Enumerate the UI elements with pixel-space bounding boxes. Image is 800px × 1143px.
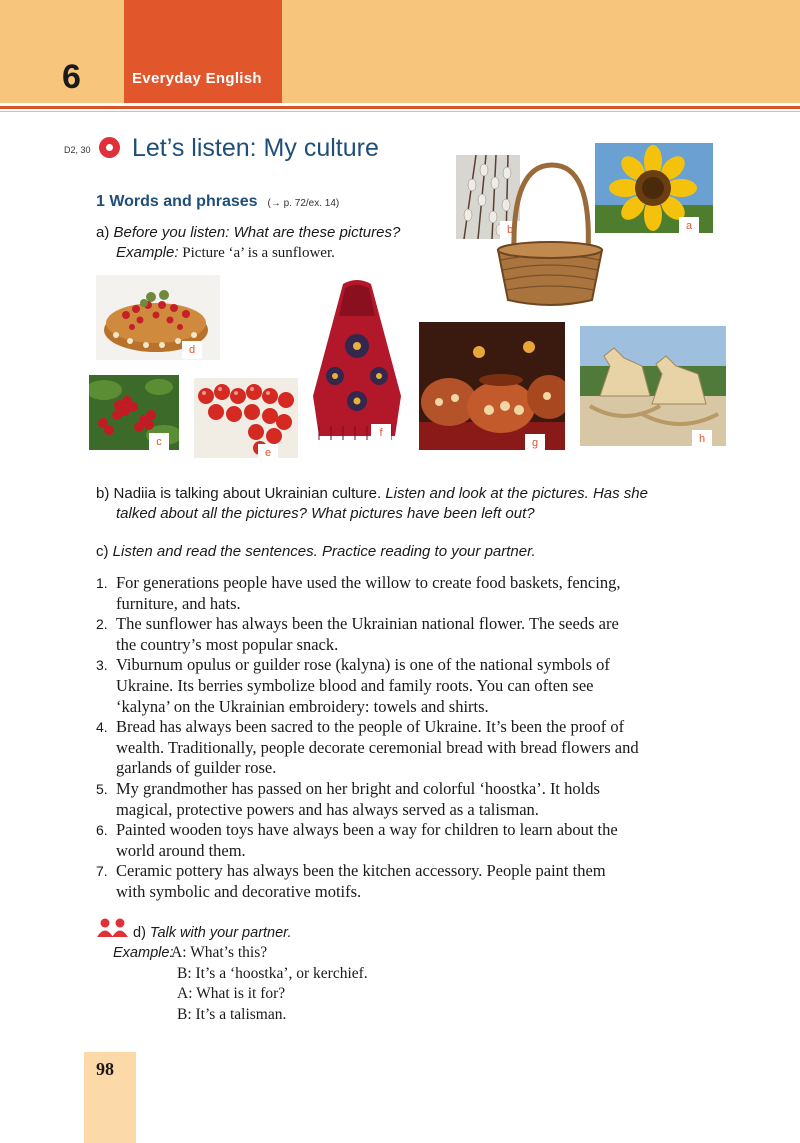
sentence-number: 6.: [96, 822, 108, 839]
instruction-d: [133, 925, 292, 942]
sentence-item: [96, 779, 736, 820]
section-title: Let’s listen: My culture: [132, 134, 379, 162]
example-label-d: Example:: [113, 945, 174, 961]
cd-icon[interactable]: [99, 137, 120, 158]
sentence-item: [96, 717, 736, 779]
sentence-item: [96, 573, 736, 614]
sentence-list: [96, 573, 736, 903]
example-label-a: Example:: [116, 244, 179, 261]
sentence-line: Ukraine. Its berries symbolize blood and family roots. You can often see: [116, 675, 594, 695]
picture-letter: a: [679, 217, 699, 233]
sentence-item: [96, 820, 736, 861]
picture-letter: e: [258, 444, 278, 458]
sentence-line: Painted wooden toys have always been a way for children to learn about the: [116, 820, 618, 840]
unit-number: 6: [62, 58, 81, 96]
picture-d: [96, 275, 220, 360]
picture-h: [580, 326, 726, 446]
instruction-a: [96, 223, 400, 263]
dialogue-line: B: It’s a talisman.: [177, 1005, 287, 1023]
picture-letter: g: [525, 434, 545, 450]
page-number: 98: [96, 1059, 114, 1079]
sentence-number: 7.: [96, 863, 108, 880]
sentence-line: For generations people have used the willow to create food baskets, fencing,: [116, 573, 621, 592]
picture-a: [595, 143, 713, 233]
sentence-line: The sunflower has always been the Ukrainian national flower. The seeds are: [116, 614, 619, 634]
sentence-line: world around them.: [116, 840, 246, 860]
sentence-number: 3.: [96, 657, 108, 674]
instruction-b-plain: Nadiia is talking about Ukrainian culture.: [113, 485, 386, 502]
unit-title: Everyday English: [132, 70, 262, 87]
sentence-item: [96, 655, 736, 717]
wicker-basket-photo: [492, 160, 607, 310]
instruction-b-italic-2: talked about all the pictures? What pictures have been left out?: [116, 505, 535, 522]
dialogue-line: A: What is it for?: [177, 985, 286, 1002]
instruction-b-italic-1: Listen and look at the pictures. Has she: [385, 485, 648, 502]
picture-f: [305, 276, 409, 441]
sentence-line: garlands of guilder rose.: [116, 758, 277, 778]
header-band: [0, 0, 800, 103]
picture-c: [89, 375, 179, 450]
sentence-line: Ceramic pottery has always been the kitchen accessory. People paint them: [116, 861, 606, 881]
hoostka-shawl-photo: [305, 276, 409, 441]
wooden-rocking-horses-photo: [580, 326, 726, 446]
example-text-a: Picture ‘a’ is a sunflower.: [178, 245, 335, 261]
instruction-c: [96, 543, 536, 561]
page-reference: (→ p. 72/ex. 14): [267, 198, 340, 209]
sentence-number: 1.: [96, 575, 108, 591]
sentence-item: [96, 614, 736, 655]
picture-g: [419, 322, 565, 450]
instruction-c-text: Listen and read the sentences. Practice reading to your partner.: [112, 543, 536, 560]
instruction-a-text: Before you listen: What are these pictures?: [113, 224, 401, 241]
sentence-number: 2.: [96, 616, 108, 633]
sentence-line: with symbolic and decorative motifs.: [116, 881, 362, 901]
instruction-a-label: a): [96, 224, 114, 241]
sentence-item: [96, 861, 736, 902]
exercise-heading: [96, 193, 339, 211]
sentence-line: ‘kalyna’ on the Ukrainian embroidery: towels and shirts.: [116, 696, 489, 716]
red-beads-photo: [194, 378, 298, 458]
sentence-line: furniture, and hats.: [116, 593, 241, 613]
instruction-d-label: d): [133, 925, 150, 941]
picture-letter: f: [371, 424, 391, 441]
picture-letter: b: [500, 221, 520, 239]
sentence-line: Bread has always been sacred to the people of Ukraine. It’s been the proof of: [116, 717, 625, 737]
picture-letter: c: [149, 433, 169, 450]
dialogue-line: A: What’s this?: [171, 944, 268, 961]
sentence-line: Viburnum opulus or guilder rose (kalyna) is one of the national symbols of: [116, 655, 610, 675]
picture-letter: h: [692, 430, 712, 446]
dialogue-line: B: It’s a ‘hoostka’, or kerchief.: [177, 964, 368, 982]
header-rule-thin: [0, 111, 800, 112]
sentence-line: wealth. Traditionally, people decorate ceremonial bread with bread flowers and: [116, 737, 639, 757]
picture-e: [194, 378, 298, 458]
instruction-c-label: c): [96, 543, 113, 560]
instruction-b-label: b): [96, 485, 114, 502]
pair-work-icon: [96, 918, 130, 938]
audio-track-label: D2, 30: [64, 145, 91, 155]
painted-pottery-photo: [419, 322, 565, 450]
instruction-d-text: Talk with your partner.: [149, 925, 292, 941]
picture-basket: [492, 160, 607, 310]
sentence-number: 5.: [96, 780, 108, 797]
exercise-heading-text: 1 Words and phrases: [96, 193, 258, 210]
unit-tab: [124, 0, 282, 103]
sentence-line: My grandmother has passed on her bright and colorful ‘hoostka’. It holds: [116, 778, 600, 798]
header-rule: [0, 106, 800, 109]
instruction-b: [96, 484, 736, 524]
sentence-number: 4.: [96, 719, 108, 736]
picture-letter: d: [182, 341, 202, 359]
sentence-line: the country’s most popular snack.: [116, 634, 339, 654]
sentence-line: magical, protective powers and has always served as a talisman.: [116, 799, 539, 819]
